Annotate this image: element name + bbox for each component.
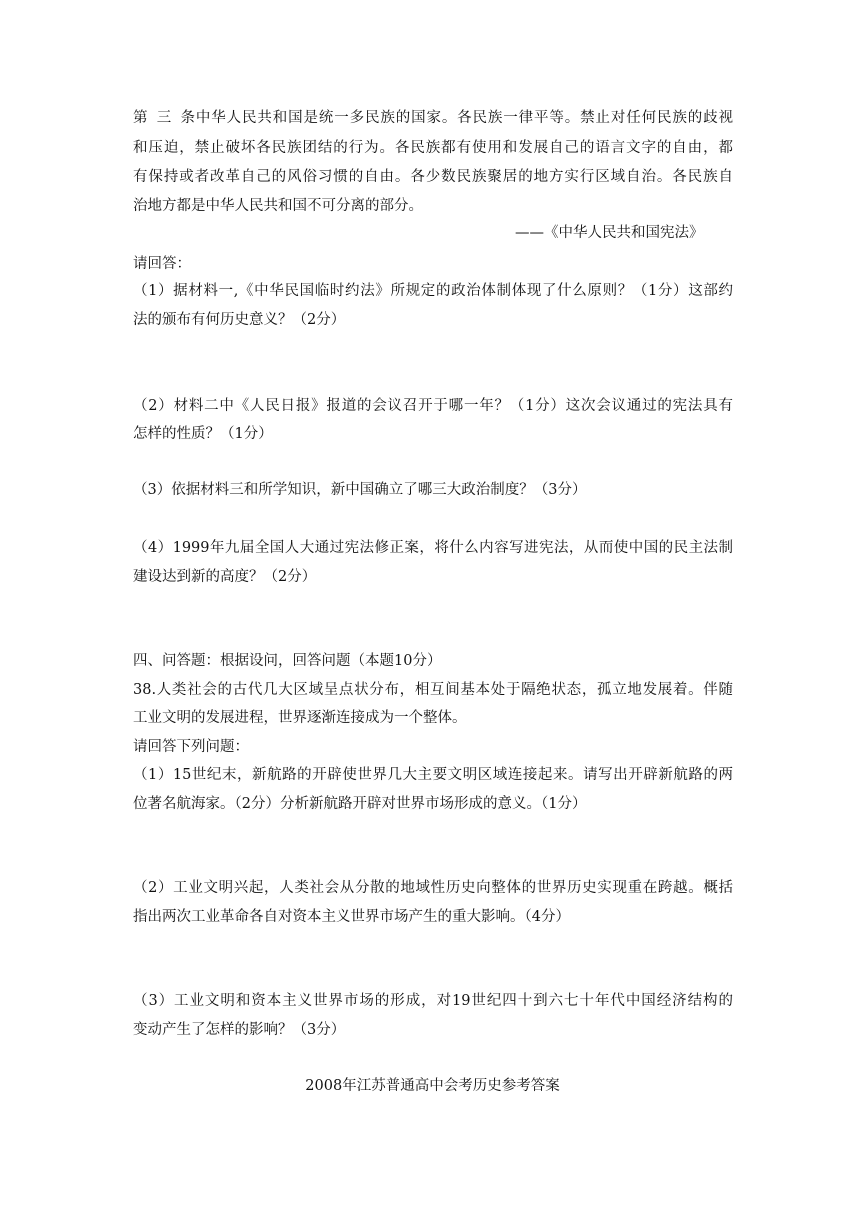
answer-title: 2008年江苏普通高中会考历史参考答案 xyxy=(305,1078,560,1094)
q37-4-line-2: 建设达到新的高度？（2分） xyxy=(133,569,317,585)
q37-2-line-2: 怎样的性质？（1分） xyxy=(133,426,273,442)
article3-source: ——《中华人民共和国宪法》 xyxy=(515,225,704,241)
article-label: 第三条 xyxy=(133,110,195,126)
q38-1-line-2: 位著名航海家。（2分）分析新航路开辟对世界市场形成的意义。（1分） xyxy=(133,796,587,812)
article3-line-4: 治地方都是中华人民共和国不可分离的部分。 xyxy=(133,198,423,214)
article3-line-1: 第三条中华人民共和国是统一多民族的国家。各民族一律平等。禁止对任何民族的歧视 xyxy=(133,110,733,126)
q38-1-line-1: （1）15世纪末，新航路的开辟使世界几大主要文明区域连接起来。请写出开辟新航路的两 xyxy=(133,767,733,783)
q37-3-line-1: （3）依据材料三和所学知识，新中国确立了哪三大政治制度？（3分） xyxy=(133,482,587,498)
q37-1-line-2: 法的颁布有何历史意义？（2分） xyxy=(133,312,346,328)
q38-3-line-1: （3）工业文明和资本主义世界市场的形成，对19世纪四十到六七十年代中国经济结构的 xyxy=(133,993,733,1009)
article3-line-2: 和压迫，禁止破坏各民族团结的行为。各民族都有使用和发展自己的语言文字的自由，都 xyxy=(133,140,733,156)
q38-prompt: 请回答下列问题： xyxy=(133,739,249,755)
q37-4-line-1: （4）1999年九届全国人大通过宪法修正案，将什么内容写进宪法，从而使中国的民主法制 xyxy=(133,540,733,556)
q38-line-1: 38.人类社会的古代几大区域呈点状分布，相互间基本处于隔绝状态，孤立地发展着。伴随 xyxy=(133,682,733,698)
section4-heading: 四、问答题：根据设问，回答问题（本题10分） xyxy=(133,653,442,669)
q37-prompt: 请回答： xyxy=(133,256,191,272)
q37-1-line-1: （1）据材料一,《中华民国临时约法》所规定的政治体制体现了什么原则？（1分）这部约 xyxy=(133,283,733,299)
q38-line-2: 工业文明的发展进程，世界逐渐连接成为一个整体。 xyxy=(133,710,467,726)
q38-2-line-2: 指出两次工业革命各自对资本主义世界市场产生的重大影响。（4分） xyxy=(133,909,570,925)
q38-2-line-1: （2）工业文明兴起，人类社会从分散的地域性历史向整体的世界历史实现重在跨越。概括 xyxy=(133,880,733,896)
q37-2-line-1: （2）材料二中《人民日报》报道的会议召开于哪一年？（1分）这次会议通过的宪法具有 xyxy=(133,398,733,414)
article3-line-3: 有保持或者改革自己的风俗习惯的自由。各少数民族聚居的地方实行区域自治。各民族自 xyxy=(133,169,733,185)
q38-3-line-2: 变动产生了怎样的影响？（3分） xyxy=(133,1022,346,1038)
